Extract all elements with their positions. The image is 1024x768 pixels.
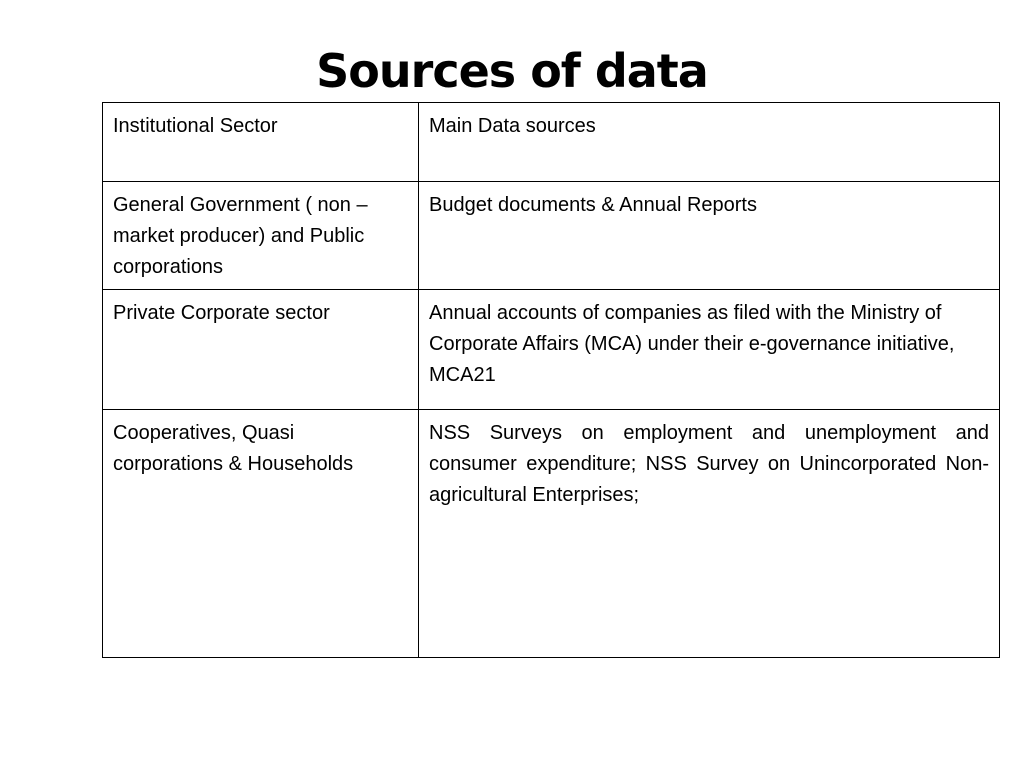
data-sources-table bbox=[102, 102, 1000, 658]
header-cell-sources: Main Data sources bbox=[419, 103, 1000, 182]
cell-sector: Cooperatives, Quasi corporations & Households bbox=[103, 410, 419, 658]
table-row bbox=[103, 410, 1000, 658]
cell-sources: Annual accounts of companies as filed with the Ministry of Corporate Affairs (MCA) under their e-governance initiative, MCA21 bbox=[419, 290, 1000, 410]
cell-sector: Private Corporate sector bbox=[103, 290, 419, 410]
cell-sources: Budget documents & Annual Reports bbox=[419, 182, 1000, 290]
table-row bbox=[103, 182, 1000, 290]
table-row bbox=[103, 290, 1000, 410]
cell-sector: General Government ( non –market producer) and Public corporations bbox=[103, 182, 419, 290]
table-header-row bbox=[103, 103, 1000, 182]
slide-title: Sources of data bbox=[316, 44, 708, 98]
header-cell-sector: Institutional Sector bbox=[103, 103, 419, 182]
cell-sources: NSS Surveys on employment and unemployment and consumer expenditure; NSS Survey on Unincorporated Non-agricultural Enterprises; bbox=[419, 410, 1000, 658]
